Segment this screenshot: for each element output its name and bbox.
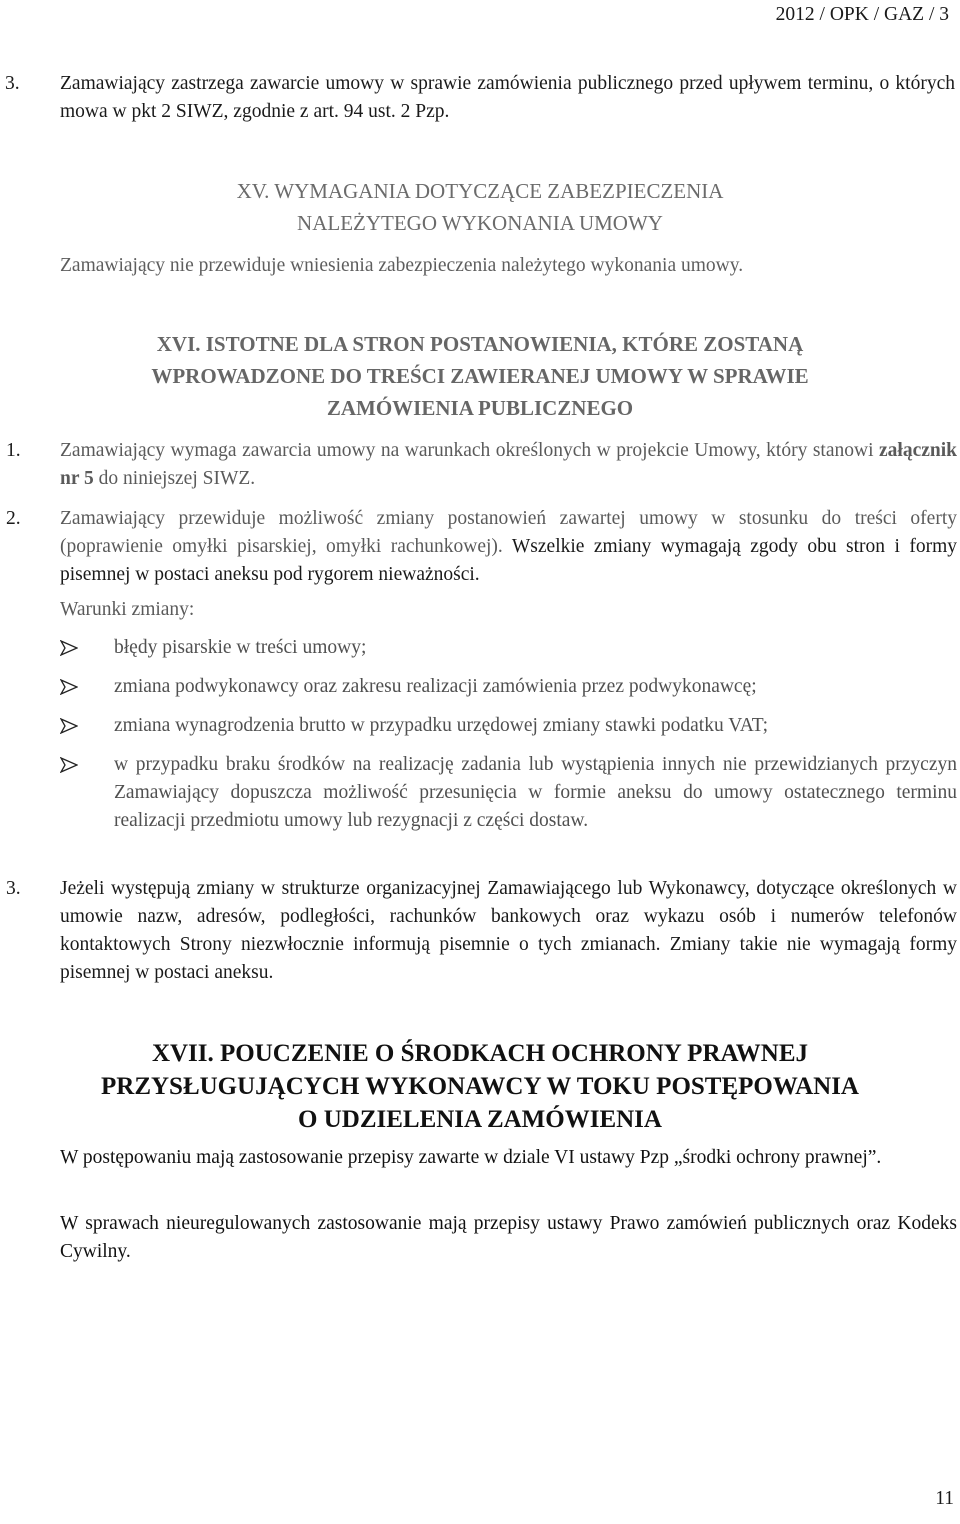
section-xvi-heading	[0, 328, 960, 424]
arrowhead-bullet-icon	[60, 757, 78, 773]
clause-number: 3.	[5, 73, 20, 94]
list-item	[0, 673, 957, 701]
item-text	[60, 437, 957, 493]
section-xvii-title-line2: PRZYSŁUGUJĄCYCH WYKONAWCY W TOKU POSTĘPOWANIA	[101, 1073, 859, 1100]
document-reference: 2012 / OPK / GAZ / 3	[775, 4, 949, 25]
list-item	[0, 751, 957, 835]
section-xvii-paragraph-2: W sprawach nieuregulowanych zastosowanie mają przepisy ustawy Prawo zamówień publicznych oraz Kodeks Cywilny.	[60, 1213, 957, 1262]
section-xvi-title-line3: ZAMÓWIENIA PUBLICZNEGO	[326, 396, 634, 420]
arrowhead-bullet-icon	[60, 640, 78, 656]
arrowhead-bullet-icon	[60, 718, 78, 734]
item-text-part-b: do niniejszej SIWZ.	[93, 468, 256, 489]
section-xvi-item-3	[0, 875, 960, 987]
list-item	[0, 634, 957, 662]
section-xvi-title-line1: XVI. ISTOTNE DLA STRON POSTANOWIENIA, KTÓRE ZOSTANĄ	[156, 332, 804, 356]
section-xv-title-line2: NALEŻYTEGO WYKONANIA UMOWY	[297, 211, 663, 235]
item-text-part-a: Zamawiający przewiduje możliwość zmiany postanowień zawartej umowy w stosunku do treści oferty (poprawienie omyłki pisarskiej, omyłki rachunkowej).	[60, 508, 957, 557]
section-xvi-item-1	[0, 437, 960, 493]
list-item-text: zmiana wynagrodzenia brutto w przypadku urzędowej zmiany stawki podatku VAT;	[114, 715, 768, 736]
item-number: 3.	[6, 878, 21, 899]
list-item-text: zmiana podwykonawcy oraz zakresu realizacji zamówienia przez podwykonawcę;	[114, 676, 757, 697]
section-xvii-heading	[0, 1037, 960, 1136]
item-text: Jeżeli występują zmiany w strukturze organizacyjnej Zamawiającego lub Wykonawcy, dotyczące określonych w umowie nazw, adresów, podległości, rachunków bankowych oraz wykazu osób i numerów telefonów kontaktowych Strony niezwłocznie informują pisemnie o tych zmianach. Zmiany takie nie wymagają formy pisemnej w postaci aneksu.	[60, 878, 957, 983]
section-xvi-title-line2: WPROWADZONE DO TREŚCI ZAWIERANEJ UMOWY W SPRAWIE	[151, 364, 809, 388]
page-number: 11	[935, 1488, 954, 1509]
clause-text: Zamawiający zastrzega zawarcie umowy w sprawie zamówienia publicznego przed upływem terminu, o których mowa w pkt 2 SIWZ, zgodnie z art. 94 ust. 2 Pzp.	[60, 73, 955, 122]
item-text	[60, 505, 957, 589]
section-xvii-title-line3: O UDZIELENIA ZAMÓWIENIA	[298, 1106, 662, 1133]
item-number: 2.	[6, 508, 21, 529]
list-item-text: błędy pisarskie w treści umowy;	[114, 637, 367, 658]
item-number: 1.	[6, 440, 21, 461]
attachment-reference: załącznik nr 5	[60, 440, 957, 489]
item-text-part-a: Zamawiający wymaga zawarcia umowy na warunkach określonych w projekcie Umowy, który stanowi	[60, 440, 879, 461]
section-xv-heading	[0, 175, 960, 239]
section-xvii-title-line1: XVII. POUCZENIE O ŚRODKACH OCHRONY PRAWNEJ	[151, 1040, 809, 1067]
conditions-list	[0, 634, 960, 846]
section-xvi-item-2	[0, 505, 960, 589]
conditions-label: Warunki zmiany:	[60, 599, 195, 620]
item-text-part-b: Wszelkie zmiany wymagają zgody obu stron i formy pisemnej w postaci aneksu pod rygorem nieważności.	[60, 536, 957, 585]
clause-3-top	[0, 70, 960, 126]
arrowhead-bullet-icon	[60, 679, 78, 695]
list-item	[0, 712, 957, 740]
list-item-text: w przypadku braku środków na realizację zadania lub wystąpienia innych nie przewidzianych przyczyn Zamawiający dopuszcza możliwość przesunięcia w formie aneksu do umowy ostatecznego terminu realizacji przedmiotu umowy lub rezygnacji z części dostaw.	[114, 754, 957, 831]
section-xvii-paragraph-1: W postępowaniu mają zastosowanie przepisy zawarte w dziale VI ustawy Pzp „środki ochrony prawnej”.	[60, 1147, 882, 1168]
section-xv-title-line1: XV. WYMAGANIA DOTYCZĄCE ZABEZPIECZENIA	[236, 179, 724, 203]
section-xv-text: Zamawiający nie przewiduje wniesienia zabezpieczenia należytego wykonania umowy.	[60, 255, 744, 276]
